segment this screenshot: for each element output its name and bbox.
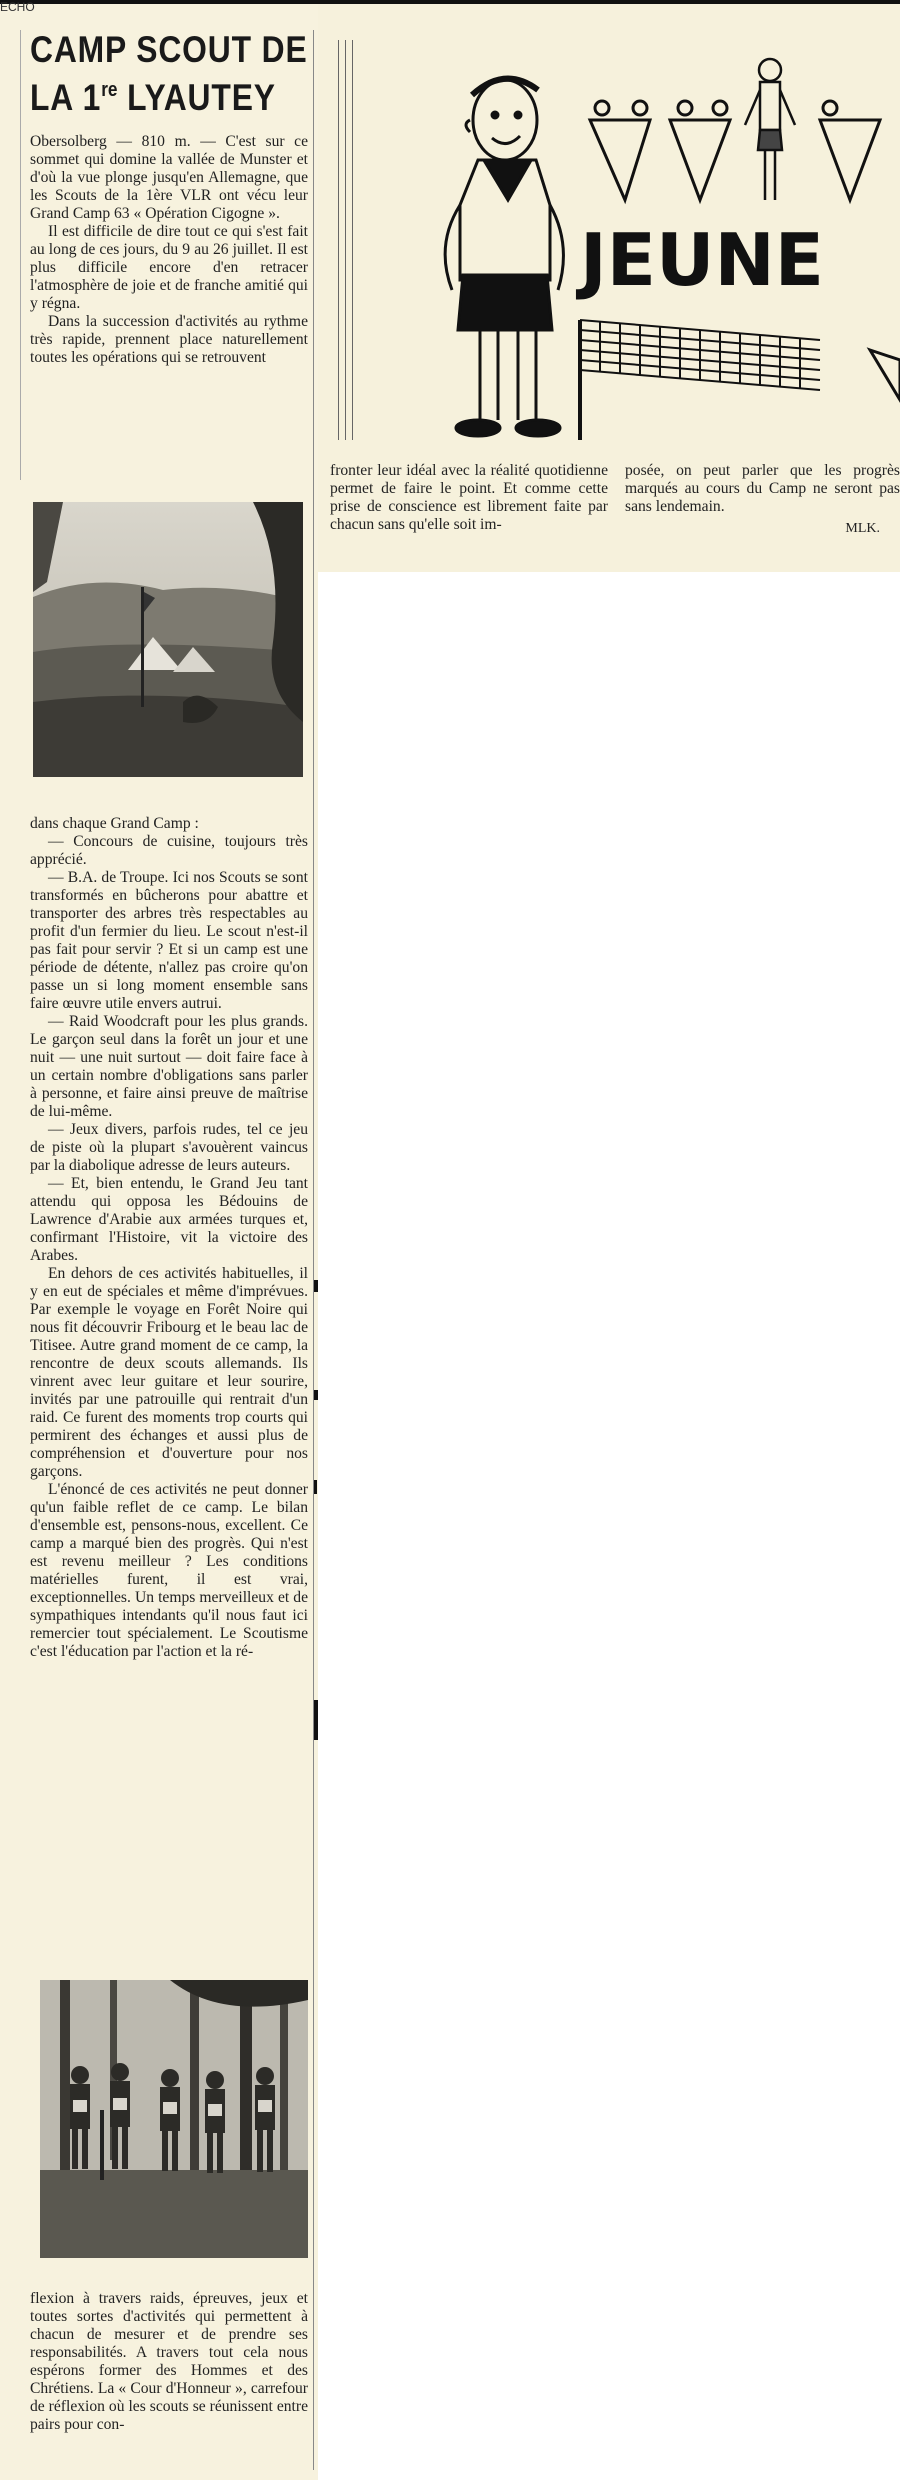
column-rule-left <box>313 30 314 2470</box>
pennant-drawings <box>590 101 880 200</box>
article-block-1 <box>30 133 308 367</box>
masthead-fragment: ECHO <box>0 0 35 14</box>
paragraph: — Et, bien entendu, le Grand Jeu tant attendu qui opposa les Bédouins de Lawrence d'Arabie aux armées turques et, confirmant l'Histoire, vit la victoire des Arabes. <box>30 1175 308 1264</box>
clipping-top-edge <box>0 0 900 4</box>
article-headline <box>30 30 310 118</box>
paragraph: L'énoncé de ces activités ne peut donner qu'un faible reflet de ce camp. Le bilan d'ensemble est, pensons-nous, excellent. Ce camp a marqué bien des progrès. Qui n'est est revenu meilleur ? Les conditions matérielles furent, il est vrai, exceptionnelles. Un temps merveilleux et de sympathiques intendants qu'il nous faut ici remercier tout spécialement. Le Scoutisme c'est l'éducation par l'action et la ré- <box>30 1481 308 1660</box>
headline-line-1: CAMP SCOUT DE <box>30 29 308 70</box>
article-block-4 <box>330 462 608 534</box>
edge-speck <box>314 1390 318 1400</box>
edge-speck <box>314 1280 318 1292</box>
paragraph: — Concours de cuisine, toujours très apprécié. <box>30 833 308 868</box>
paragraph: Il est difficile de dire tout ce qui s'est fait au long de ces jours, du 9 au 26 juillet. Il est plus difficile encore d'en retracer l'atmosphère de joie et de franche amitié qui y régna. <box>30 223 308 312</box>
paragraph: — B.A. de Troupe. Ici nos Scouts se sont transformés en bûcherons pour abattre et transporter des arbres très respectables au profit d'un fermier du lieu. Le scout n'est-il pas fait pour servir ? Et si un camp est une période de détente, n'allez pas croire qu'on passe un si long moment ensemble sans faire œuvre utile envers autrui. <box>30 869 308 1012</box>
scouts-forest-photo <box>40 1980 308 2258</box>
headline-line-2-post: LYAUTEY <box>117 77 276 118</box>
edge-speck <box>314 1700 318 1740</box>
paragraph: En dehors de ces activités habituelles, il y en eut de spéciales et même d'imprévues. Par exemple le voyage en Forêt Noire qui nous fit découvrir Fribourg et le beau lac de Titisee. Autre grand moment de ce camp, la rencontre de deux scouts allemands. Ils vinrent avec leur guitare et leur sourire, invités par une patrouille qui rentrait d'un raid. Ce furent des moments trop courts qui permirent des échanges et aussi plus de compréhension et d'ouverture pour nos garçons. <box>30 1265 308 1480</box>
paragraph: dans chaque Grand Camp : <box>30 815 199 832</box>
jeunes-illustration <box>340 40 900 450</box>
article-block-3 <box>30 2290 308 2434</box>
paragraph: Obersolberg — 810 m. — C'est sur ce sommet qui domine la vallée de Munster et d'où la vue plonge jusqu'en Allemagne, que les Scouts de la 1ère VLR ont vécu leur Grand Camp 63 « Opération Cigogne ». <box>30 133 308 222</box>
frame-line <box>338 40 339 440</box>
paragraph: — Jeux divers, parfois rudes, tel ce jeu de piste où la plupart s'avouèrent vaincus par la diabolique adresse de leurs auteurs. <box>30 1121 308 1174</box>
camp-photo <box>33 502 303 777</box>
paragraph: — Raid Woodcraft pour les plus grands. Le garçon seul dans la forêt un jour et une nuit — une nuit surtout — doit faire face à un certain nombre d'obligations sans parler à personne, et faire ainsi preuve de maîtrise de lui-même. <box>30 1013 308 1120</box>
paragraph: flexion à travers raids, épreuves, jeux et toutes sortes d'activités qui permettent à chacun de mesurer et de prendre ses responsabilités. A travers tout cela nous espérons former des Hommes et des Chrétiens. La « Cour d'Honneur », carrefour de réflexion où les scouts se réunissent entre pairs pour con- <box>30 2290 308 2433</box>
paragraph: Dans la succession d'activités au rythme très rapide, prennent place naturellement toutes les opérations qui se retrouvent <box>30 313 308 366</box>
scout-boy-drawing <box>445 79 563 436</box>
standing-figure-drawing <box>745 59 795 200</box>
headline-line-2-pre: LA 1 <box>30 77 102 118</box>
illustration-heading: JEUNE <box>580 218 824 302</box>
headline-box <box>30 30 310 118</box>
headline-superscript: re <box>101 79 118 101</box>
article-signature: MLK. <box>845 521 880 536</box>
article-block-5 <box>625 462 900 538</box>
column-rule-margin <box>20 30 21 480</box>
article-block-2 <box>30 815 308 1661</box>
edge-speck <box>314 1480 317 1494</box>
paragraph: fronter leur idéal avec la réalité quotidienne permet de faire le point. Et comme cette prise de conscience est librement faite par chacun sans qu'elle soit im- <box>330 462 608 533</box>
paragraph: posée, on peut parler que les progrès marqués au cours du Camp ne seront pas sans lendemain. <box>625 462 900 515</box>
net-drawing <box>580 320 820 440</box>
